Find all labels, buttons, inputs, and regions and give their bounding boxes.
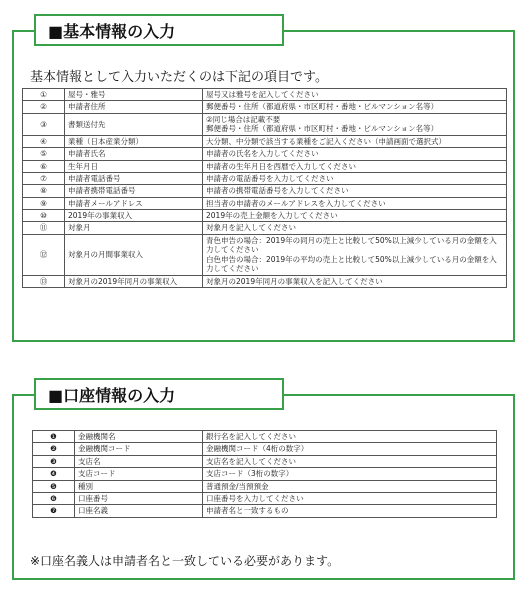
- row-item: 支店コード: [75, 468, 203, 480]
- description-line: ②同じ場合は記載不要: [206, 114, 281, 124]
- table-row: [23, 185, 507, 197]
- row-description: 口座番号を入力してください: [203, 492, 497, 504]
- row-description: [203, 89, 507, 101]
- account-name-note: ※口座名義人は申請者名と一致している必要があります。: [30, 554, 340, 568]
- table-row: [23, 172, 507, 184]
- table-row: [33, 480, 497, 492]
- description-line: 郵便番号・住所（都道府県・市区町村・番地・ビルマンション名等）: [206, 102, 439, 112]
- row-number: ❻: [33, 492, 75, 504]
- row-item: 申請者携帯電話番号: [65, 185, 203, 197]
- row-description: [203, 210, 507, 222]
- row-number: ③: [23, 113, 65, 135]
- row-number: ⑩: [23, 210, 65, 222]
- table-row: [23, 275, 507, 287]
- row-number: ④: [23, 135, 65, 147]
- description-line: 対象月の2019年同月の事業収入を記入してください: [206, 276, 383, 286]
- row-description: 普通預金/当預預金: [203, 480, 497, 492]
- row-item: 種別: [75, 480, 203, 492]
- table-row: [23, 222, 507, 234]
- basic-info-intro: 基本情報として入力いただくのは下記の項目です。: [30, 70, 328, 85]
- row-number: ①: [23, 89, 65, 101]
- row-description: [203, 101, 507, 113]
- table-row: [23, 234, 507, 275]
- table-row: [23, 135, 507, 147]
- description-line: 力してください: [206, 245, 259, 255]
- description-line: 力してください: [206, 264, 259, 274]
- row-number: ②: [23, 101, 65, 113]
- table-row: [33, 492, 497, 504]
- row-description: [203, 135, 507, 147]
- row-number: ⑦: [23, 172, 65, 184]
- row-item: 申請者住所: [65, 101, 203, 113]
- row-item: 金融機関名: [75, 431, 203, 443]
- row-description: [203, 185, 507, 197]
- table-row: [23, 148, 507, 160]
- row-item: 申請者電話番号: [65, 172, 203, 184]
- row-item: 業種（日本産業分類）: [65, 135, 203, 147]
- table-row: [23, 197, 507, 209]
- description-line: 2019年の売上金額を入力してください: [206, 211, 338, 220]
- row-item: 生年月日: [65, 160, 203, 172]
- row-description: [203, 275, 507, 287]
- row-item: 対象月: [65, 222, 203, 234]
- row-number: ❹: [33, 468, 75, 480]
- row-item: 申請者メールアドレス: [65, 197, 203, 209]
- row-description: [203, 234, 507, 275]
- description-line: 申請者の生年月日を西暦で入力してください: [206, 161, 356, 171]
- row-description: [203, 172, 507, 184]
- description-line: 申請者の携帯電話番号を入力してください: [206, 186, 349, 196]
- row-item: 2019年の事業収入: [65, 210, 203, 222]
- basic-info-table: [22, 88, 507, 288]
- description-line: 青色申告の場合：2019年の同月の売上と比較して50%以上減少している月の金額を入: [206, 236, 497, 245]
- row-description: 支店コード（3桁の数字）: [203, 468, 497, 480]
- row-number: ⑬: [23, 275, 65, 287]
- account-info-table: [32, 430, 497, 518]
- description-line: 郵便番号・住所（都道府県・市区町村・番地・ビルマンション名等）: [206, 124, 439, 134]
- row-description: [203, 197, 507, 209]
- table-row: [23, 89, 507, 101]
- row-number: ⑥: [23, 160, 65, 172]
- row-number: ❸: [33, 455, 75, 467]
- account-info-title: ■口座情報の入力: [34, 378, 284, 410]
- description-line: 大分類、中分類で該当する業種をご記入ください（申請画面で選択式）: [206, 136, 446, 146]
- row-item: 対象月の月間事業収入: [65, 234, 203, 275]
- row-number: ❶: [33, 431, 75, 443]
- row-description: 申請者名と一致するもの: [203, 505, 497, 517]
- basic-info-title: ■基本情報の入力: [34, 14, 284, 46]
- row-number: ⑫: [23, 234, 65, 275]
- table-row: [23, 113, 507, 135]
- row-description: [203, 222, 507, 234]
- basic-info-section: [12, 21, 515, 342]
- row-number: ❷: [33, 443, 75, 455]
- table-row: [23, 210, 507, 222]
- table-row: [33, 431, 497, 443]
- table-row: [23, 160, 507, 172]
- row-number: ⑤: [23, 148, 65, 160]
- table-row: [33, 505, 497, 517]
- row-number: ⑨: [23, 197, 65, 209]
- row-description: [203, 148, 507, 160]
- table-row: [33, 455, 497, 467]
- row-number: ⑪: [23, 222, 65, 234]
- row-description: [203, 113, 507, 135]
- table-row: [33, 468, 497, 480]
- description-line: 申請者の電話番号を入力してください: [206, 173, 334, 183]
- row-item: 金融機関コード: [75, 443, 203, 455]
- row-number: ⑧: [23, 185, 65, 197]
- table-row: [23, 101, 507, 113]
- row-number: ❺: [33, 480, 75, 492]
- table-row: [33, 443, 497, 455]
- row-item: 口座名義: [75, 505, 203, 517]
- description-line: 担当者の申請者のメールアドレスを入力してください: [206, 198, 386, 208]
- description-line: 屋号又は雅号を記入してください: [206, 90, 319, 99]
- row-item: 書類送付先: [65, 113, 203, 135]
- row-number: ❼: [33, 505, 75, 517]
- row-item: 申請者氏名: [65, 148, 203, 160]
- row-description: [203, 160, 507, 172]
- description-line: 対象月を記入してください: [206, 223, 296, 233]
- row-description: 支店名を記入してください: [203, 455, 497, 467]
- row-description: 銀行名を記入してください: [203, 431, 497, 443]
- row-item: 支店名: [75, 455, 203, 467]
- row-item: 屋号・雅号: [65, 89, 203, 101]
- description-line: 申請者の氏名を入力してください: [206, 149, 319, 159]
- row-item: 対象月の2019年同月の事業収入: [65, 275, 203, 287]
- row-description: 金融機関コード（4桁の数字）: [203, 443, 497, 455]
- account-info-section: [12, 385, 515, 580]
- description-line: 白色申告の場合：2019年の平均の売上と比較して50%以上減少している月の金額を入: [206, 254, 497, 264]
- row-item: 口座番号: [75, 492, 203, 504]
